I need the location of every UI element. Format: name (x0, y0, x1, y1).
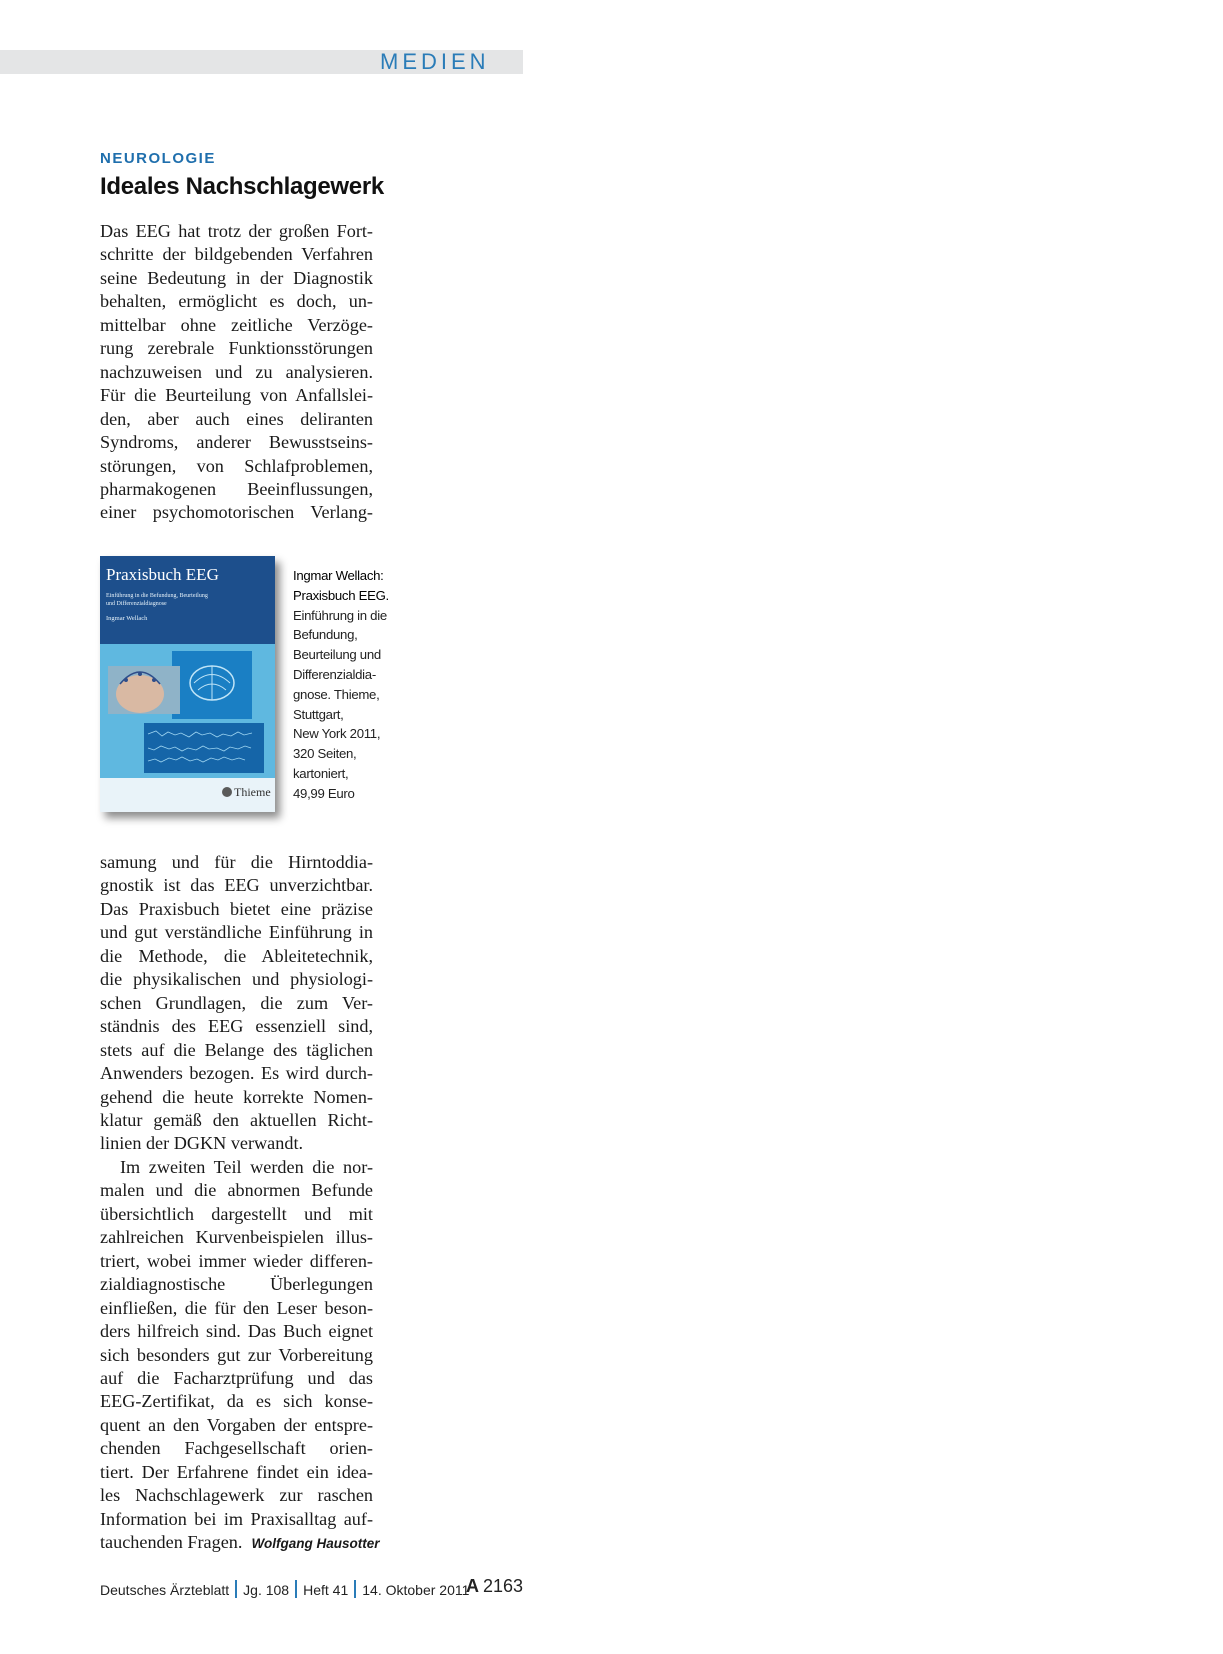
caption-line: Stuttgart, (293, 706, 344, 722)
text-line: les Nachschlagewerk zur raschen (100, 1485, 373, 1506)
footer-separator (295, 1580, 297, 1598)
cover-publisher: Thieme (234, 785, 271, 799)
text-line: zahlreichen Kurvenbeispielen illus- (100, 1227, 373, 1248)
page-number (466, 1576, 523, 1597)
text-line: ders hilfreich sind. Das Buch eignet (100, 1321, 373, 1342)
electrode-icon (152, 678, 156, 682)
text-line: und gut verständliche Einführung in (100, 922, 373, 943)
text-line: störungen, von Schlafproblemen, (100, 455, 373, 476)
text-line: auf die Facharztprüfung und das (100, 1367, 373, 1388)
text-line: zialdiagnostische Überlegungen (100, 1274, 373, 1295)
body-paragraph (100, 220, 373, 525)
text-line: Syndroms, anderer Bewusstseins- (100, 432, 373, 453)
text-line: den, aber auch eines deliranten (100, 408, 373, 429)
book-caption (293, 566, 403, 804)
text-line: sich besonders gut zur Vorbereitung (100, 1344, 373, 1365)
page-footer (100, 1576, 523, 1604)
text-line: malen und die abnormen Befunde (100, 1180, 373, 1201)
text-line: Anwenders bezogen. Es wird durch- (100, 1063, 373, 1084)
electrode-icon (124, 678, 128, 682)
caption-details (293, 606, 403, 804)
cover-author: Ingmar Wellach (106, 615, 148, 622)
text-line: die Methode, die Ableitetechnik, (100, 945, 373, 966)
body-closing-text: tauchenden Fragen. (100, 1532, 243, 1553)
text-line: nachzuweisen und zu analysieren. (100, 361, 373, 382)
caption-line: New York 2011, (293, 726, 381, 742)
caption-author: Ingmar Wellach: (293, 568, 384, 583)
electrode-icon (138, 672, 142, 676)
thieme-logo-icon (222, 787, 232, 797)
footer-volume: Jg. 108 (243, 1582, 290, 1598)
text-line: klatur gemäß den aktuellen Richt- (100, 1109, 373, 1130)
text-line: gnostik ist das EEG unverzichtbar. (100, 875, 373, 896)
text-line: EEG-Zertifikat, da es sich konse- (100, 1391, 373, 1412)
text-line: pharmakogenen Beeinflussungen, (100, 478, 373, 499)
text-line: Das Praxisbuch bietet eine präzise (100, 898, 373, 919)
caption-line: kartoniert, (293, 765, 349, 781)
text-line: tiert. Der Erfahrene findet ein idea- (100, 1461, 373, 1482)
cover-title: Praxisbuch EEG (106, 565, 219, 584)
cover-subtitle-2: und Differenzialdiagnose (106, 601, 167, 607)
text-line: quent an den Vorgaben der entspre- (100, 1414, 373, 1435)
caption-line: Einführung in die (293, 607, 387, 623)
page-number-value: 2163 (482, 1576, 523, 1596)
text-line: schritte der bildgebenden Verfahren (100, 244, 373, 265)
footer-journal: Deutsches Ärzteblatt (100, 1582, 230, 1598)
body-paragraph (100, 851, 373, 1156)
text-line: Im zweiten Teil werden die nor- (120, 1156, 373, 1177)
text-line: die physikalischen und physiologi- (100, 969, 373, 990)
article-title: Ideales Nachschlagewerk (100, 173, 384, 200)
caption-line: Beurteilung und (293, 647, 381, 663)
caption-line: 49,99 Euro (293, 785, 355, 801)
book-cover (100, 556, 275, 812)
text-line: linien der DGKN verwandt. (100, 1133, 304, 1154)
text-line: Information bei im Praxisalltag auf- (100, 1508, 373, 1529)
footer-separator (354, 1580, 356, 1598)
text-line: chenden Fachgesellschaft orien- (100, 1438, 373, 1459)
caption-title: Praxisbuch EEG. (293, 587, 389, 603)
text-line: mittelbar ohne zeitliche Verzöge- (100, 314, 373, 335)
text-line: gehend die heute korrekte Nomen- (100, 1086, 373, 1107)
text-line: seine Bedeutung in der Diagnostik (100, 267, 373, 288)
text-line: triert, wobei immer wieder differen- (100, 1250, 373, 1271)
article-body-top (100, 220, 373, 525)
text-line: schen Grundlagen, die zum Ver- (100, 992, 373, 1013)
text-line: übersichtlich dargestellt und mit (100, 1203, 373, 1224)
section-label: MEDIEN (380, 49, 490, 74)
text-line: ständnis des EEG essenziell sind, (100, 1016, 373, 1037)
body-paragraph (100, 1156, 373, 1531)
body-last-line (100, 1531, 380, 1555)
cover-subtitle-1: Einführung in die Befundung, Beurteilung (106, 593, 208, 599)
text-line: Das EEG hat trotz der großen Fort- (100, 221, 373, 241)
article-body-bottom (100, 851, 380, 1556)
text-line: einer psychomotorischen Verlang- (100, 502, 373, 523)
footer-issue: Heft 41 (303, 1582, 349, 1598)
text-line: behalten, ermöglicht es doch, un- (100, 291, 373, 312)
text-line: einfließen, die für den Leser beson- (100, 1297, 373, 1318)
cover-eeg-panel (144, 723, 264, 773)
page-prefix: A (465, 1576, 479, 1596)
caption-line: 320 Seiten, (293, 746, 357, 762)
article-kicker: NEUROLOGIE (100, 150, 216, 167)
article-author: Wolfgang Hausotter (251, 1536, 380, 1552)
text-line: rung zerebrale Funktionsstörungen (100, 338, 373, 359)
caption-line: Befundung, (293, 627, 358, 643)
footer-date: 14. Oktober 2011 (362, 1582, 470, 1598)
caption-line: Differenzialdia- (293, 666, 376, 682)
text-line: stets auf die Belange des täglichen (100, 1039, 373, 1060)
text-line: Für die Beurteilung von Anfallslei- (100, 385, 373, 406)
caption-line: gnose. Thieme, (293, 686, 380, 702)
footer-separator (235, 1580, 237, 1598)
text-line: samung und für die Hirntoddia- (100, 852, 373, 872)
